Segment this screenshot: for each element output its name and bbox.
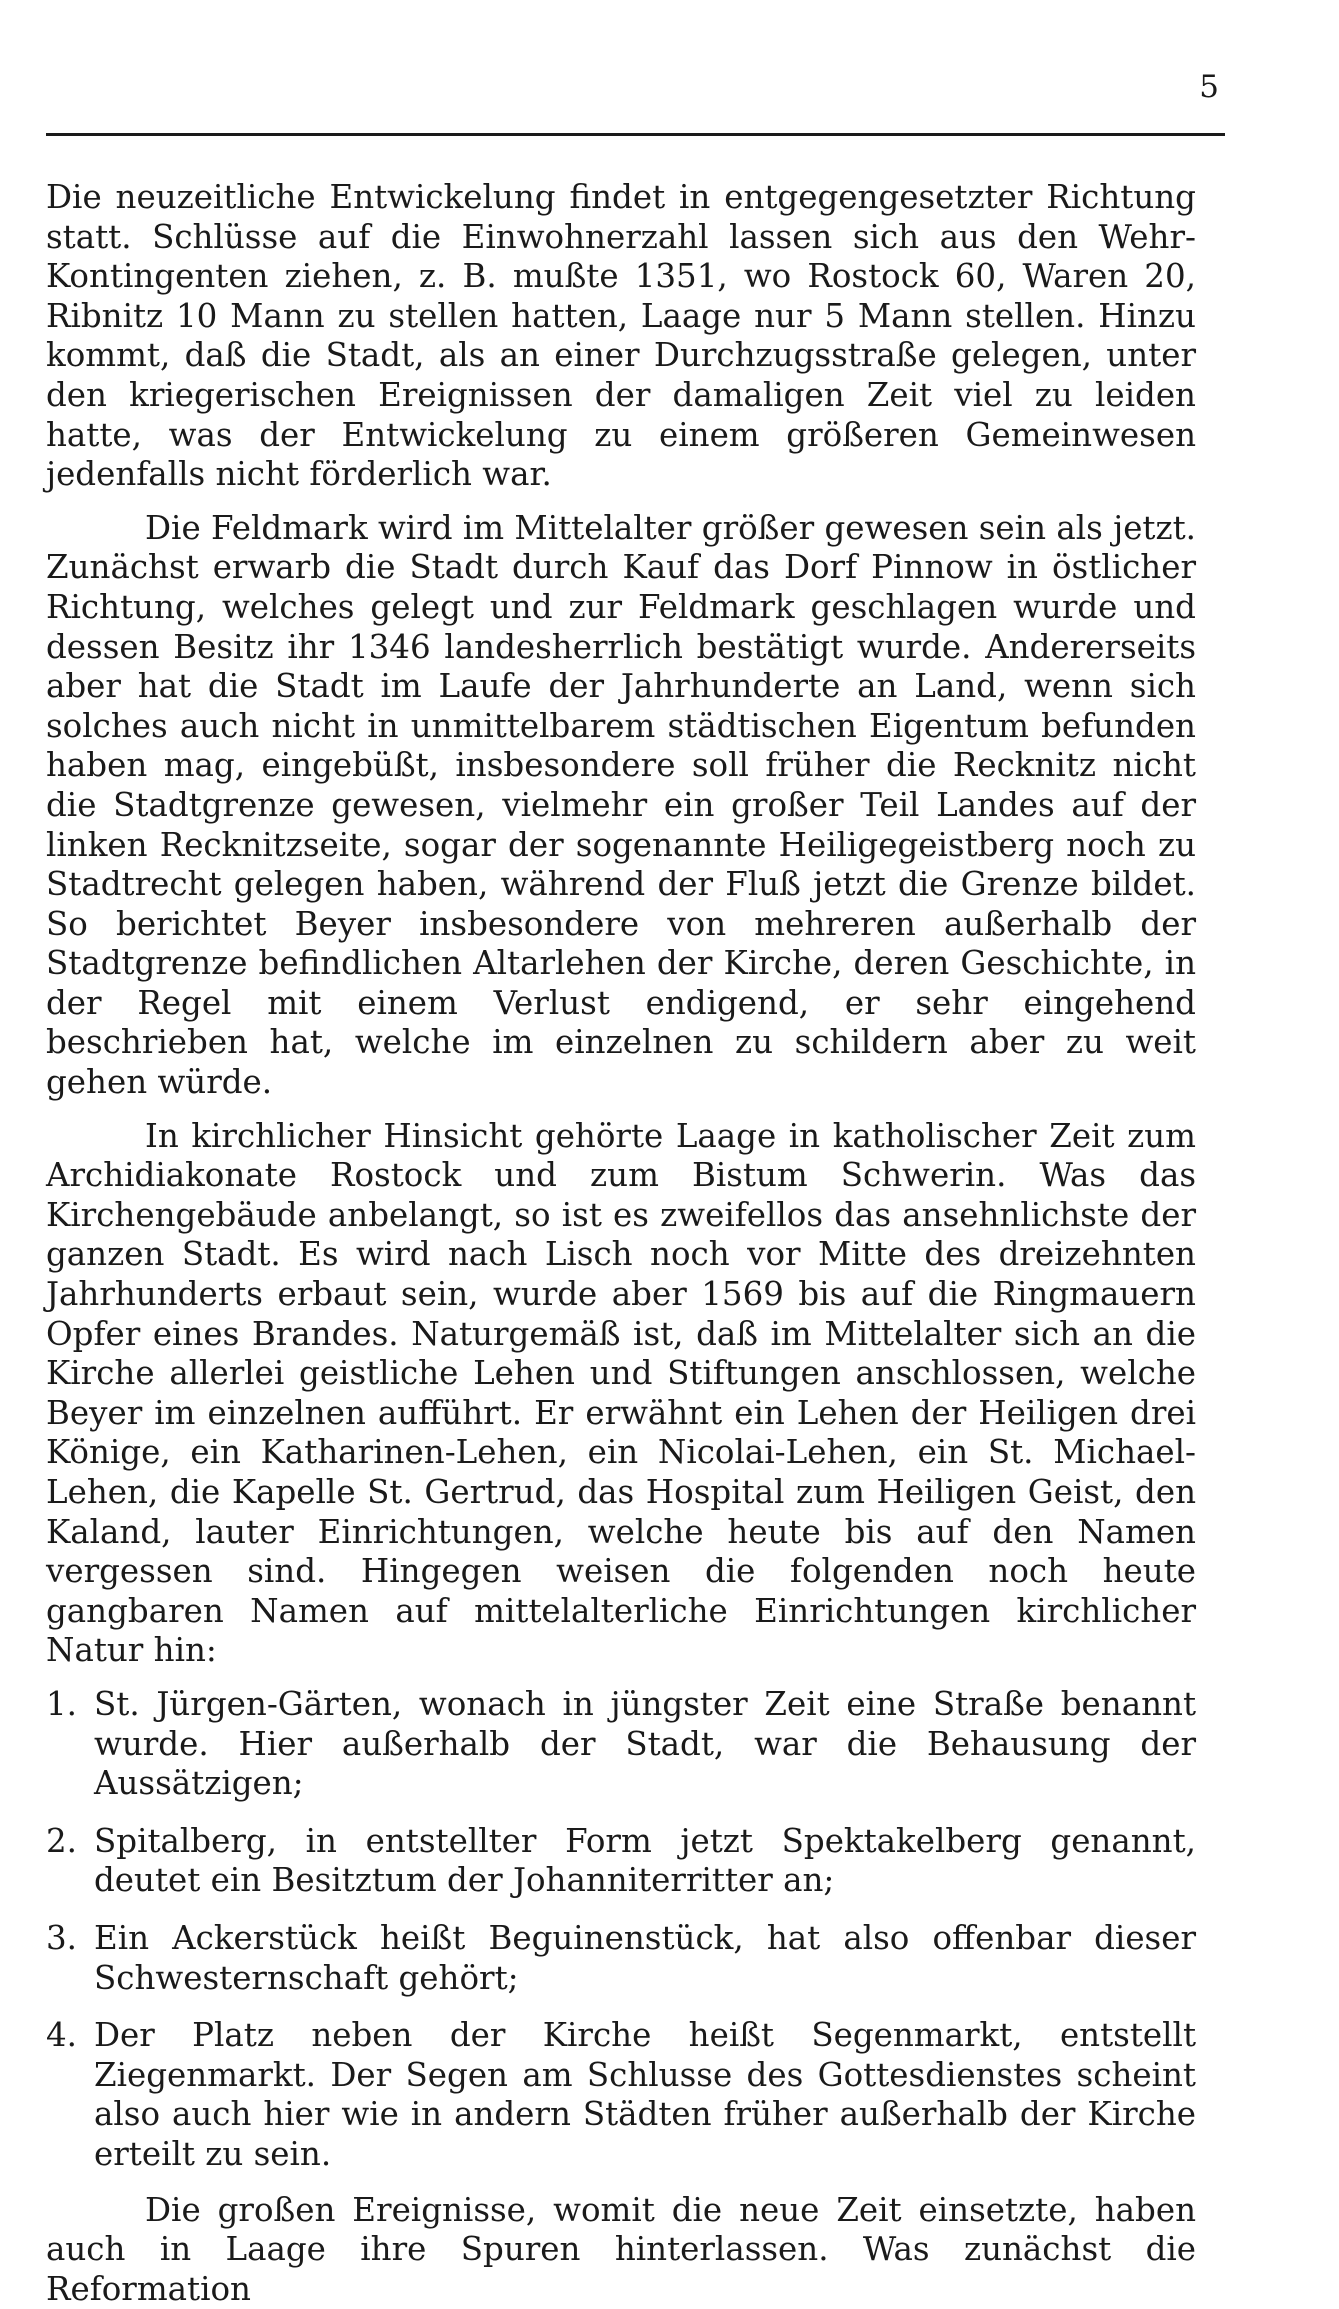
- list-item: [46, 1685, 1196, 1804]
- list-item: [46, 2016, 1196, 2174]
- paragraph-reformation: Die großen Ereignisse, womit die neue Zeit einsetzte, haben auch in Laage ihre Spuren hinterlassen. Was zunächst die Reformation: [46, 2191, 1196, 2309]
- header-rule: [46, 133, 1225, 136]
- paragraph-development: Die neuzeitliche Entwickelung findet in entgegengesetzter Richtung statt. Schlüsse auf die Einwohnerzahl lassen sich aus den Wehr-Kontingenten ziehen, z. B. mußte 1351, wo Rostock 60, Waren 20, Ribnitz 10 Mann zu stellen hatten, Laage nur 5 Mann stellen. Hinzu kommt, daß die Stadt, als an einer Durchzugsstraße gelegen, unter den kriegerischen Ereignissen der damaligen Zeit viel zu leiden hatte, was der Entwickelung zu einem größeren Gemeinwesen jedenfalls nicht förderlich war.: [46, 178, 1196, 495]
- list-item: [46, 1919, 1196, 1998]
- paragraph-church-history: In kirchlicher Hinsicht gehörte Laage in katholischer Zeit zum Archidiakonate Rostock und zum Bistum Schwerin. Was das Kirchengebäude anbelangt, so ist es zweifellos das ansehnlichste der ganzen Stadt. Es wird nach Lisch noch vor Mitte des dreizehnten Jahrhunderts erbaut sein, wurde aber 1569 bis auf die Ringmauern Opfer eines Brandes. Naturgemäß ist, daß im Mittelalter sich an die Kirche allerlei geistliche Lehen und Stiftungen anschlossen, welche Beyer im einzelnen aufführt. Er erwähnt ein Lehen der Heiligen drei Könige, ein Katharinen-Lehen, ein Nicolai-Lehen, ein St. Michael-Lehen, die Kapelle St. Gertrud, das Hospital zum Heiligen Geist, den Kaland, lauter Einrichtungen, welche heute bis auf den Namen vergessen sind. Hingegen weisen die folgenden noch heute gangbaren Namen auf mittelalterliche Einrichtungen kirchlicher Natur hin:: [46, 1117, 1196, 1671]
- list-item-text: Der Platz neben der Kirche heißt Segenmarkt, entstellt Ziegenmarkt. Der Segen am Schlusse des Gottesdienstes scheint also auch hier wie in andern Städten früher außerhalb der Kirche erteilt zu sein.: [94, 2016, 1196, 2174]
- list-item: [46, 1822, 1196, 1901]
- paragraph-feldmark: Die Feldmark wird im Mittelalter größer gewesen sein als jetzt. Zunächst erwarb die Stadt durch Kauf das Dorf Pinnow in östlicher Richtung, welches gelegt und zur Feldmark geschlagen wurde und dessen Besitz ihr 1346 landesherrlich bestätigt wurde. Andererseits aber hat die Stadt im Laufe der Jahrhunderte an Land, wenn sich solches auch nicht in unmittelbarem städtischen Eigentum befunden haben mag, eingebüßt, insbesondere soll früher die Recknitz nicht die Stadtgrenze gewesen, vielmehr ein großer Teil Landes auf der linken Recknitzseite, sogar der sogenannte Heiligegeistberg noch zu Stadtrecht gelegen haben, während der Fluß jetzt die Grenze bildet. So berichtet Beyer insbesondere von mehreren außerhalb der Stadtgrenze befindlichen Altarlehen der Kirche, deren Geschichte, in der Regel mit einem Verlust endigend, er sehr eingehend beschrieben hat, welche im einzelnen zu schildern aber zu weit gehen würde.: [46, 509, 1196, 1103]
- list-item-number: 1.: [46, 1685, 94, 1804]
- list-item-text: St. Jürgen-Gärten, wonach in jüngster Zeit eine Straße benannt wurde. Hier außerhalb der Stadt, war die Behausung der Aussätzigen;: [94, 1685, 1196, 1804]
- list-item-number: 3.: [46, 1919, 94, 1998]
- medieval-names-list: [46, 1685, 1196, 2175]
- list-item-number: 4.: [46, 2016, 94, 2174]
- body-text: [46, 178, 1196, 2309]
- page-number: 5: [1199, 72, 1219, 103]
- list-item-text: Ein Ackerstück heißt Beguinenstück, hat also offenbar dieser Schwesternschaft gehört;: [94, 1919, 1196, 1998]
- list-item-number: 2.: [46, 1822, 94, 1901]
- list-item-text: Spitalberg, in entstellter Form jetzt Spektakelberg genannt, deutet ein Besitztum der Johanniterritter an;: [94, 1822, 1196, 1901]
